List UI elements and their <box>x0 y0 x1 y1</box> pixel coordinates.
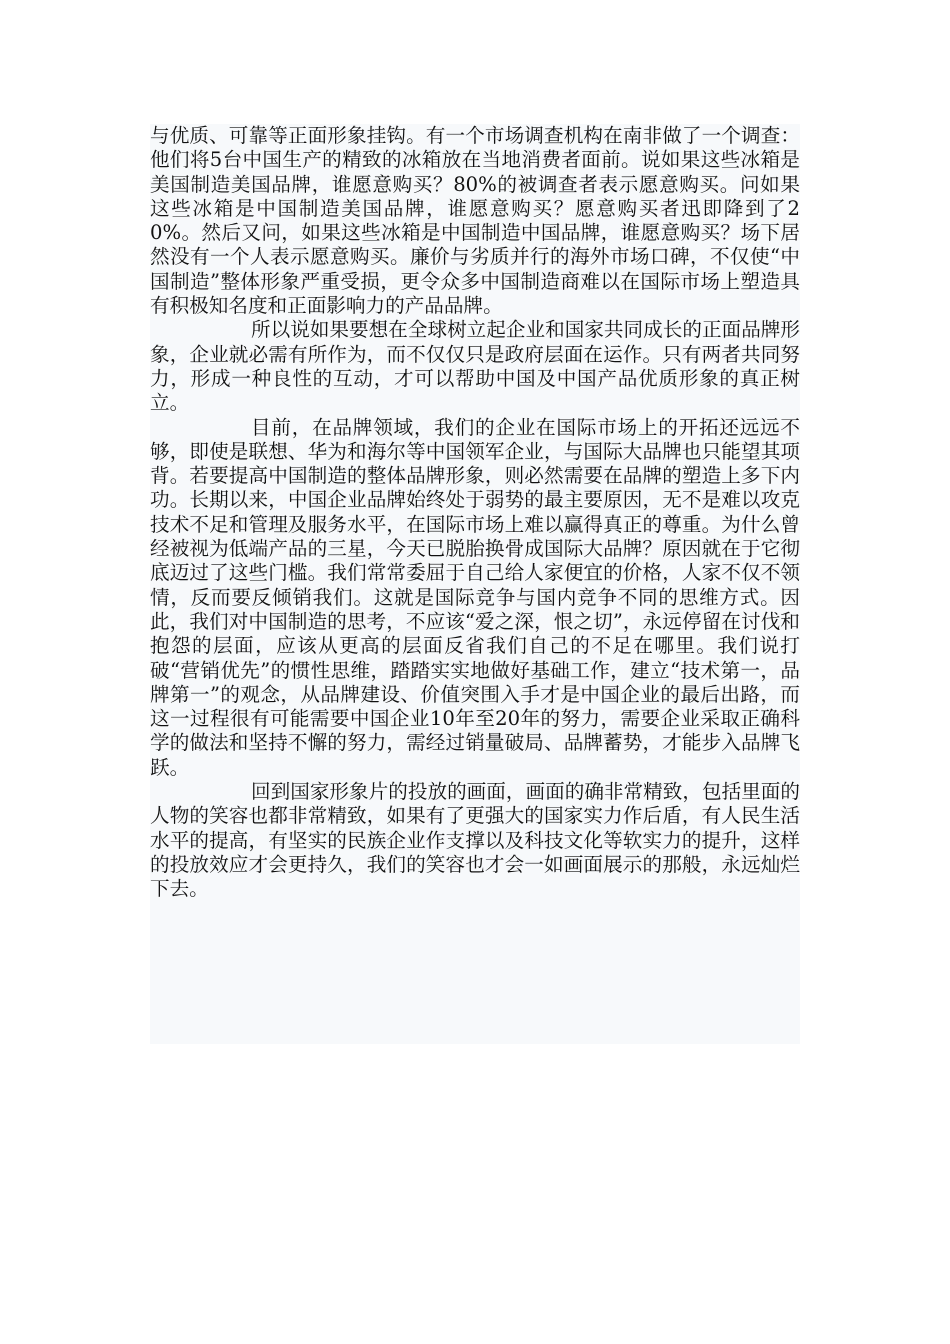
paragraph-2: 所以说如果要想在全球树立起企业和国家共同成长的正面品牌形象，企业就必需有所作为，而不仅仅只是政府层面在运作。只有两者共同努力，形成一种良性的互动，才可以帮助中国及中国产品优质形象的真正树立。 <box>150 318 800 415</box>
paragraph-4: 回到国家形象片的投放的画面，画面的确非常精致，包括里面的人物的笑容也都非常精致，如果有了更强大的国家实力作后盾，有人民生活水平的提高，有坚实的民族企业作支撑以及科技文化等软实力的提升，这样的投放效应才会更持久，我们的笑容也才会一如画面展示的那般，永远灿烂下去。 <box>150 780 800 901</box>
paragraph-1: 与优质、可靠等正面形象挂钩。有一个市场调查机构在南非做了一个调查：他们将5台中国生产的精致的冰箱放在当地消费者面前。说如果这些冰箱是美国制造美国品牌，谁愿意购买？80%的被调查者表示愿意购买。问如果这些冰箱是中国制造美国品牌，谁愿意购买？愿意购买者迅即降到了20%。然后又问，如果这些冰箱是中国制造中国品牌，谁愿意购买？场下居然没有一个人表示愿意购买。廉价与劣质并行的海外市场口碑，不仅使“中国制造”整体形象严重受损，更令众多中国制造商难以在国际市场上塑造具有积极知名度和正面影响力的产品品牌。 <box>150 124 800 318</box>
document-text-block <box>150 124 800 1044</box>
paragraph-3: 目前，在品牌领域，我们的企业在国际市场上的开拓还远远不够，即使是联想、华为和海尔等中国领军企业，与国际大品牌也只能望其项背。若要提高中国制造的整体品牌形象，则必然需要在品牌的塑造上多下内功。长期以来，中国企业品牌始终处于弱势的最主要原因，无不是难以攻克技术不足和管理及服务水平，在国际市场上难以赢得真正的尊重。为什么曾经被视为低端产品的三星，今天已脱胎换骨成国际大品牌？原因就在于它彻底迈过了这些门槛。我们常常委屈于自己给人家便宜的价格，人家不仅不领情，反而要反倾销我们。这就是国际竞争与国内竞争不同的思维方式。因此，我们对中国制造的思考，不应该“爱之深，恨之切”，永远停留在讨伐和抱怨的层面，应该从更高的层面反省我们自己的不足在哪里。我们说打破“营销优先”的惯性思维，踏踏实实地做好基础工作，建立“技术第一，品牌第一”的观念，从品牌建设、价值突围入手才是中国企业的最后出路，而这一过程很有可能需要中国企业10年至20年的努力，需要企业采取正确科学的做法和坚持不懈的努力，需经过销量破局、品牌蓄势，才能步入品牌飞跃。 <box>150 415 800 779</box>
